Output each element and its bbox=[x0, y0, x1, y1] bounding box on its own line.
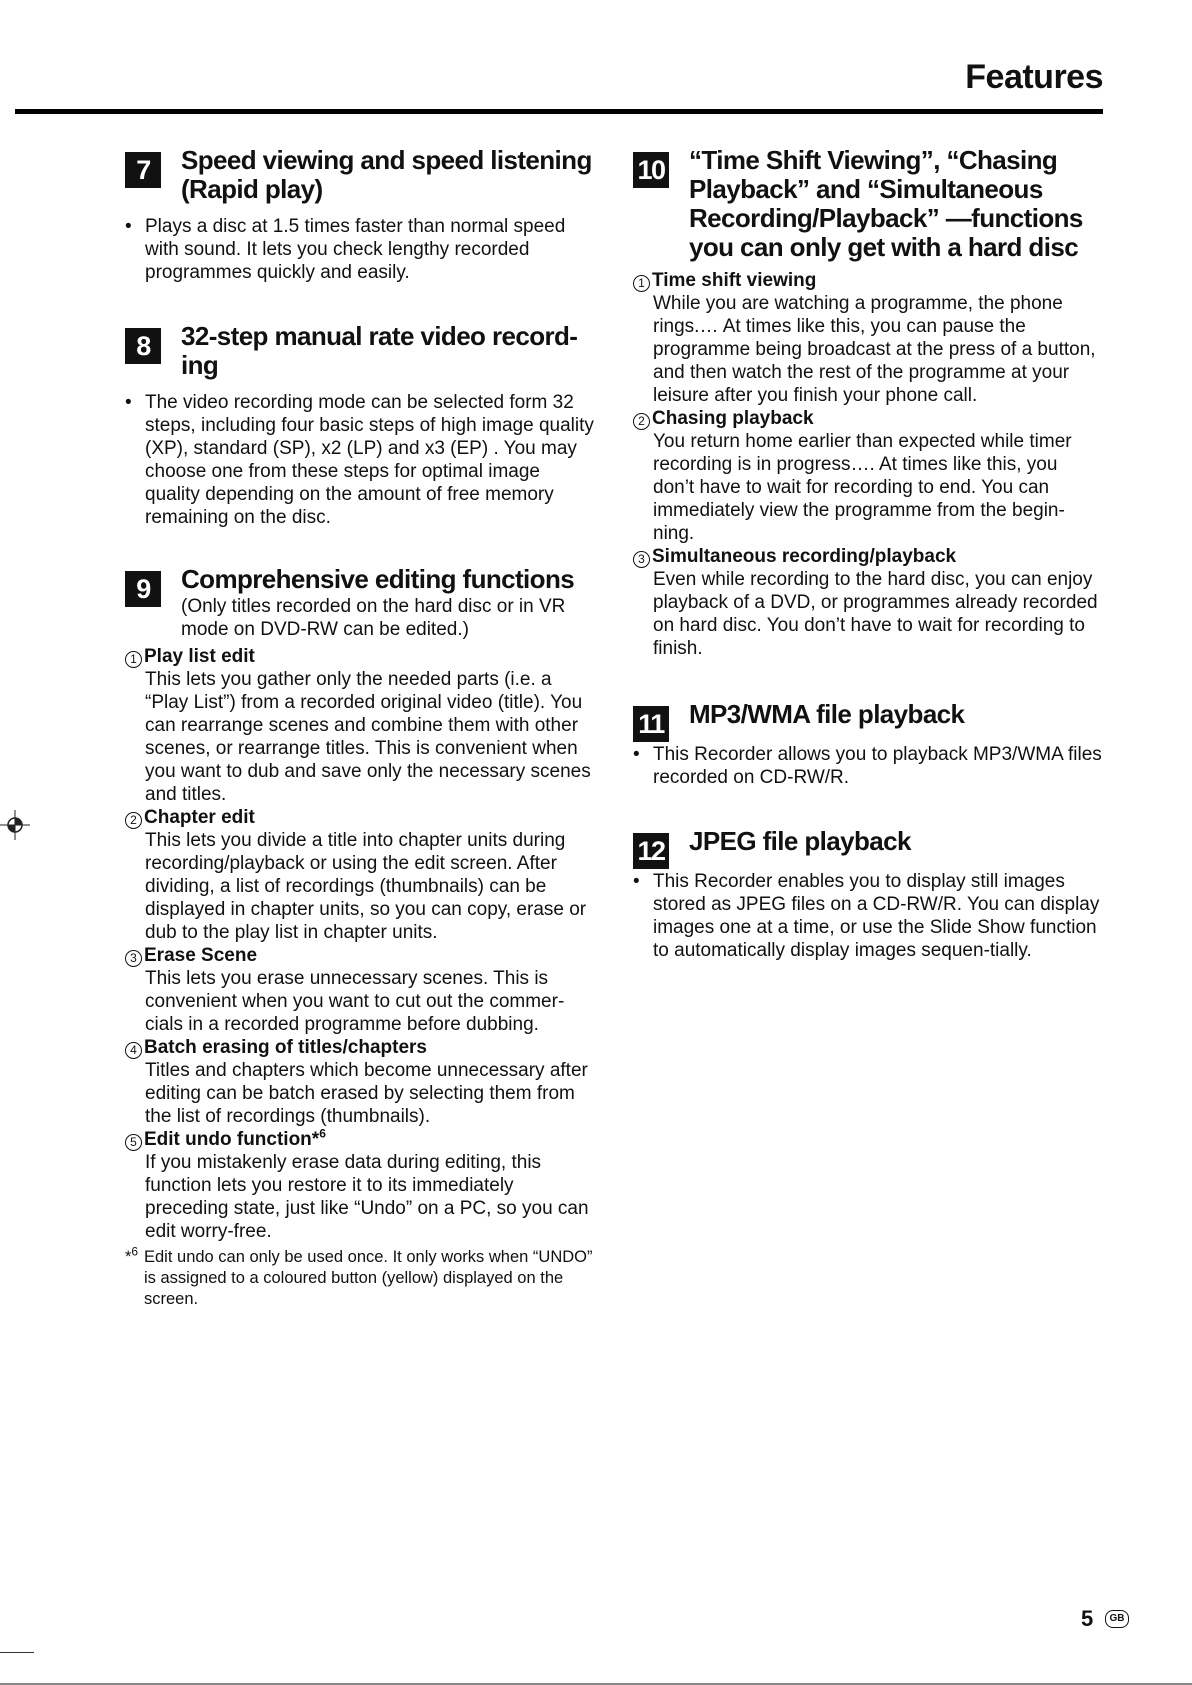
section-8-title: 32-step manual rate video record-ing bbox=[181, 321, 578, 380]
list-item bbox=[633, 269, 1103, 407]
section-12-title: JPEG file playback bbox=[689, 826, 911, 856]
section-12-bullet: • This Recorder enables you to display still images stored as JPEG files on a CD-RW/R. You can display images one at a time, or use the Slide Show function to automatically display images sequen-tially. bbox=[633, 870, 1103, 962]
circled-number-5: 5 bbox=[125, 1134, 142, 1151]
footnote bbox=[125, 1244, 595, 1310]
item-body: If you mistakenly erase data during editing, this function lets you restore it to its immediately preceding state, just like “Undo” on a PC, so you can edit worry-free. bbox=[145, 1152, 589, 1242]
section-9-note: (Only titles recorded on the hard disc or in VR mode on DVD-RW can be edited.) bbox=[181, 596, 566, 640]
section-7-title: Speed viewing and speed listening (Rapid play) bbox=[181, 145, 592, 204]
section-9-title: Comprehensive editing functions bbox=[181, 564, 575, 594]
section-number-11: 11 bbox=[633, 706, 669, 742]
item-body: This lets you divide a title into chapter units during recording/playback or using the edit screen. After dividing, a list of recordings (thumbnails) can be displayed in chapter units, so you can copy, erase or dub to the play list in chapter units. bbox=[145, 830, 587, 943]
title-rule bbox=[15, 109, 1103, 114]
item-heading: Batch erasing of titles/chapters bbox=[144, 1037, 427, 1058]
circled-number-3: 3 bbox=[633, 551, 650, 568]
registration-mark-icon bbox=[0, 810, 30, 840]
section-number-9: 9 bbox=[125, 571, 161, 607]
circled-number-2: 2 bbox=[633, 413, 650, 430]
list-item bbox=[125, 645, 595, 806]
circled-number-3: 3 bbox=[125, 950, 142, 967]
item-heading: Time shift viewing bbox=[652, 270, 817, 291]
circled-number-1: 1 bbox=[125, 651, 142, 668]
footnote-ref: 6 bbox=[319, 1126, 326, 1141]
section-12-header bbox=[633, 826, 1103, 866]
section-9 bbox=[125, 565, 595, 1310]
section-number-8: 8 bbox=[125, 328, 161, 364]
list-item bbox=[125, 1128, 595, 1243]
list-item bbox=[125, 944, 595, 1036]
section-7-bullet: • Plays a disc at 1.5 times faster than normal speed with sound. It lets you check lengthy recorded programmes quickly and easily. bbox=[125, 215, 595, 284]
list-item bbox=[125, 1036, 595, 1128]
item-body: Titles and chapters which become unnecessary after editing can be batch erased by selecting them from the list of recordings (thumbnails). bbox=[145, 1060, 588, 1127]
section-8-header bbox=[125, 322, 595, 380]
section-number-7: 7 bbox=[125, 152, 161, 188]
section-9-header bbox=[125, 565, 595, 641]
region-badge: GB bbox=[1105, 1610, 1129, 1628]
item-heading: Erase Scene bbox=[144, 945, 258, 966]
item-body: This lets you gather only the needed parts (i.e. a “Play List”) from a recorded original video (title). You can rearrange scenes and combine them with other scenes, or rearrange titles. This is convenient when you want to dub and save only the necessary scenes and titles. bbox=[145, 669, 591, 805]
page-number: 5 bbox=[1081, 1606, 1094, 1631]
item-body: This lets you erase unnecessary scenes. This is convenient when you want to cut out the commer-cials in a recorded programme before dubbing. bbox=[145, 968, 565, 1035]
footnote-text: Edit undo can only be used once. It only works when “UNDO” is assigned to a coloured button (yellow) displayed on the screen. bbox=[144, 1248, 593, 1308]
item-body: While you are watching a programme, the phone rings.… At times like this, you can pause the programme being broadcast at the press of a button, and then watch the rest of the programme at your leisure after you finish your phone call. bbox=[653, 293, 1096, 406]
section-7 bbox=[125, 146, 595, 284]
circled-number-1: 1 bbox=[633, 275, 650, 292]
section-11 bbox=[633, 700, 1103, 789]
footnote-mark: *$^6$ bbox=[125, 1244, 139, 1266]
page-title: Features bbox=[965, 58, 1103, 96]
item-heading: Chapter edit bbox=[144, 807, 255, 828]
section-11-header bbox=[633, 699, 1103, 739]
section-7-header bbox=[125, 146, 595, 204]
item-heading: Simultaneous recording/playback bbox=[652, 546, 957, 567]
item-heading: Edit undo function*$^6$ bbox=[144, 1126, 326, 1150]
item-body: You return home earlier than expected while timer recording is in progress…. At times like this, you don’t have to wait for recording to end. You can immediately view the programme from the begin-ning. bbox=[653, 431, 1072, 544]
crop-line bbox=[0, 1652, 34, 1653]
circled-number-2: 2 bbox=[125, 812, 142, 829]
section-10-header bbox=[633, 146, 1103, 262]
right-column bbox=[633, 146, 1103, 962]
section-11-title: MP3/WMA file playback bbox=[689, 699, 965, 729]
circled-number-4: 4 bbox=[125, 1042, 142, 1059]
list-item bbox=[125, 806, 595, 944]
section-8 bbox=[125, 322, 595, 529]
section-8-bullet: • The video recording mode can be selected form 32 steps, including four basic steps of high image quality (XP), standard (SP), x2 (LP) and x3 (EP) . You may choose one from these steps for optimal image quality depending on the amount of free memory remaining on the disc. bbox=[125, 391, 595, 529]
left-column bbox=[125, 146, 595, 1310]
section-11-bullet: • This Recorder allows you to playback MP3/WMA files recorded on CD-RW/R. bbox=[633, 743, 1103, 789]
list-item bbox=[633, 545, 1103, 660]
item-heading: Chasing playback bbox=[652, 408, 814, 429]
item-body: Even while recording to the hard disc, you can enjoy playback of a DVD, or programmes already recorded on hard disc. You don’t have to wait for recording to finish. bbox=[653, 569, 1098, 659]
section-number-12: 12 bbox=[633, 833, 669, 869]
list-item bbox=[633, 407, 1103, 545]
item-heading: Play list edit bbox=[144, 646, 255, 667]
section-10-title: “Time Shift Viewing”, “Chasing Playback” and “Simultaneous Recording/Playback” —functions you can only get with a hard disc bbox=[689, 145, 1083, 262]
section-10 bbox=[633, 146, 1103, 660]
section-12 bbox=[633, 827, 1103, 962]
section-number-10: 10 bbox=[633, 152, 669, 188]
